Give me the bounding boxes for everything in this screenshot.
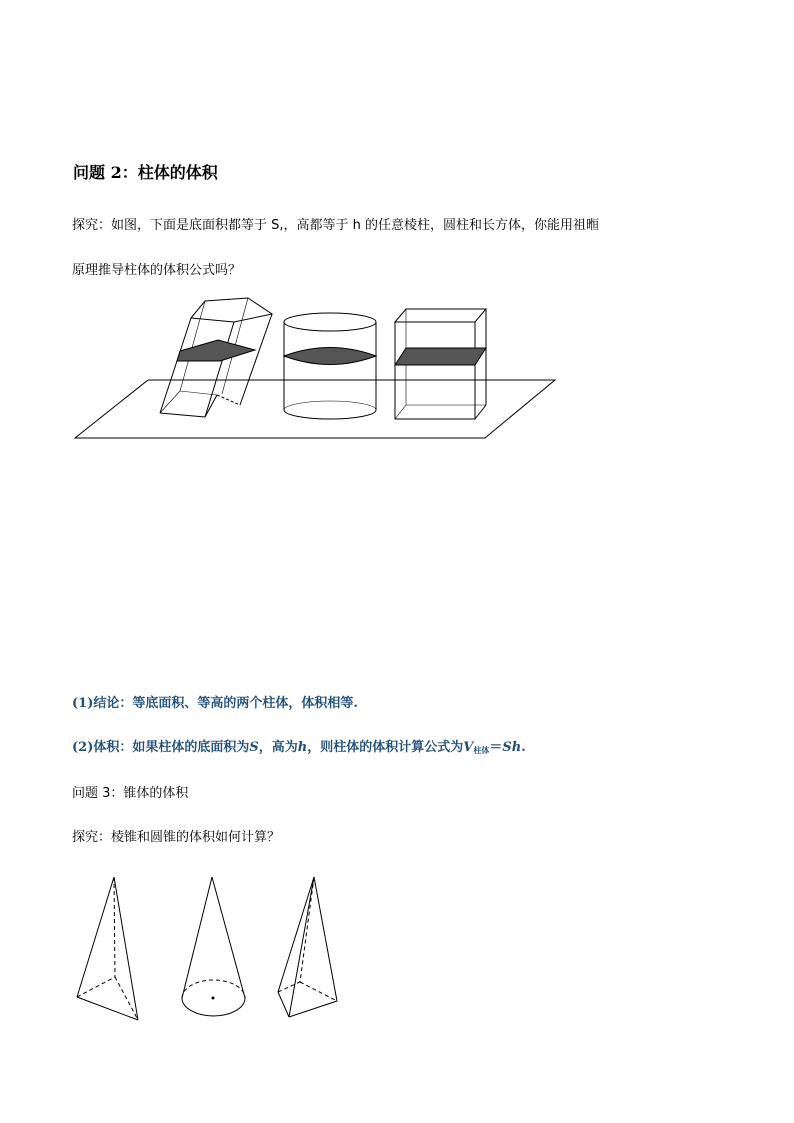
var-V-subscript: 柱体	[473, 745, 490, 755]
equals-sign: ＝	[489, 740, 503, 755]
pyramids-figure	[70, 870, 370, 1030]
cone-center-dot	[212, 997, 215, 1000]
section2-title: 问题 2：柱体的体积	[73, 163, 218, 182]
quadrilateral-pyramid	[278, 877, 337, 1017]
cuboid	[395, 309, 486, 419]
conclusion-2-mid2: ，则柱体的体积计算公式为	[307, 740, 464, 755]
var-V: V	[463, 740, 474, 755]
prisms-figure	[70, 295, 560, 445]
section3-explore: 探究：棱锥和圆锥的体积如何计算？	[72, 830, 281, 845]
section3-title: 问题 3：锥体的体积	[72, 786, 189, 801]
section2-explore-line2: 原理推导柱体的体积公式吗？	[72, 263, 242, 278]
cone	[182, 877, 245, 1016]
section2-explore-line1: 探究：如图，下面是底面积都等于 S,，高都等于 h 的任意棱柱，圆柱和长方体，你能用祖暅	[72, 218, 600, 233]
conclusion-2-prefix: (2)体积：如果柱体的底面积为	[72, 740, 250, 755]
var-S: S	[249, 740, 259, 755]
conclusion-1: (1)结论：等底面积、等高的两个柱体，体积相等.	[72, 696, 358, 711]
conclusion-2	[72, 736, 526, 756]
cylinder-cross-section	[284, 348, 376, 365]
oblique-prism	[160, 298, 272, 417]
prism-cross-section	[177, 340, 255, 361]
cylinder	[284, 313, 376, 419]
var-Sh: Sh	[502, 740, 522, 755]
var-h: h	[297, 740, 308, 755]
conclusion-2-mid1: ，高为	[258, 740, 298, 755]
cuboid-cross-section	[395, 348, 486, 365]
conclusion-2-end: .	[521, 740, 526, 755]
triangular-pyramid	[77, 877, 138, 1020]
